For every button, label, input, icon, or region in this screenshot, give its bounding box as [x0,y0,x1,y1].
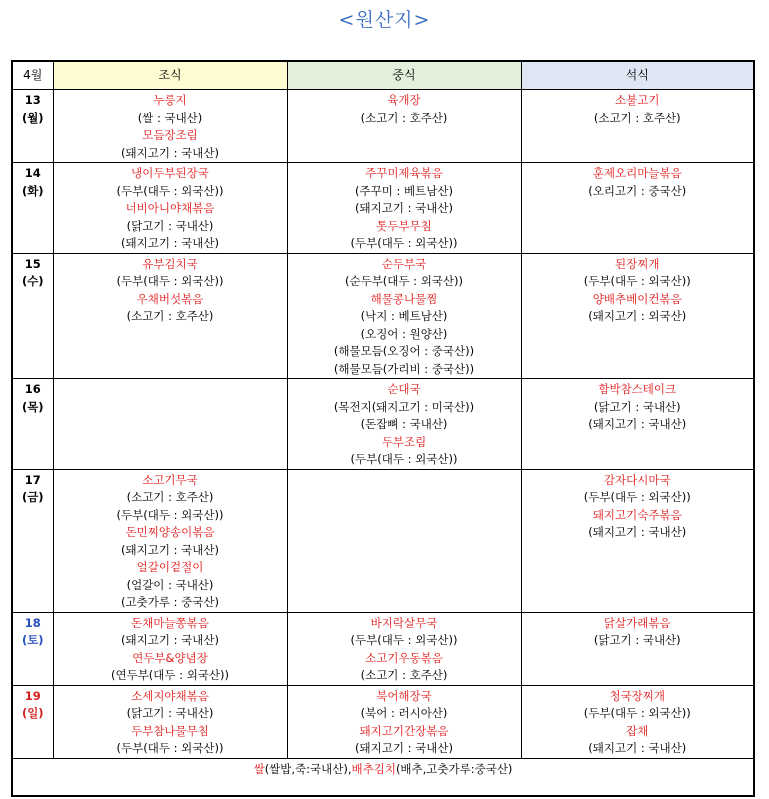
origin-info: (소고기 : 호주산) [360,110,448,125]
dinner-cell [521,685,754,758]
dish-name: 소고기무국 [142,472,198,487]
origin-info: (돼지고기 : 국내산) [121,236,219,250]
origin-info: (해물모듬(오징어 : 중국산)) [333,344,475,358]
day-date [12,469,53,612]
day-row [12,379,754,470]
day-of-week: (화) [21,183,44,198]
lunch-cell [287,379,521,470]
origin-info: (돼지고기 : 국내산) [121,542,219,557]
day-row [12,253,754,379]
origin-info: (두부(대두 : 외국산)) [583,706,691,720]
lunch-cell [287,469,521,612]
dinner-cell [521,469,754,612]
header-dinner: 석식 [521,61,754,90]
origin-info: (낙지 : 베트남산) [360,309,448,323]
day-of-week: (월) [21,110,44,125]
origin-info: (닭고기 : 국내산) [593,633,681,647]
origin-info: (고춧가루 : 중국산) [121,595,219,609]
dish-name: 돼지고기간장볶음 [359,723,449,738]
lunch-cell [287,612,521,685]
dish-name: 주꾸미제육볶음 [365,166,443,180]
dish-name: 닭살가래볶음 [603,615,671,630]
breakfast-cell [53,469,287,612]
day-of-week: (금) [21,490,44,504]
dish-name: 소세지야채볶음 [131,688,209,703]
dinner-cell [521,612,754,685]
origin-menu-table [11,60,755,797]
origin-info: (순두부(대두 : 외국산)) [344,274,463,288]
dish-name: 누룽지 [153,93,187,107]
dish-name: 돈민찌양송이볶음 [125,525,215,539]
dinner-cell [521,163,754,254]
dish-name: 양배추베이컨볶음 [592,291,682,306]
day-of-week: (일) [21,706,44,720]
lunch-cell [287,253,521,379]
day-number: 19 [24,688,41,703]
origin-info: (북어 : 러시아산) [360,706,448,720]
lunch-cell [287,90,521,163]
footer-rice-origin: (쌀밥,죽:국내산), [264,761,352,776]
dish-name: 북어해장국 [376,688,432,703]
breakfast-cell [53,379,287,470]
footer-kimchi: 배추김치 [351,761,396,776]
dish-name: 우채버섯볶음 [136,291,204,306]
day-row [12,90,754,163]
dish-name: 연두부&양념장 [132,650,208,665]
origin-info: (주꾸미 : 베트남산) [355,183,453,198]
breakfast-cell [53,612,287,685]
day-number: 13 [24,93,41,107]
day-date [12,612,53,685]
origin-info: (두부(대두 : 외국산)) [350,633,458,647]
dinner-cell [521,379,754,470]
origin-info: (돼지고기 : 국내산) [121,633,219,647]
origin-info: (오징어 : 원양산) [360,326,448,341]
day-date [12,685,53,758]
origin-info: (돼지고기 : 국내산) [121,145,219,160]
origin-info: (두부(대두 : 외국산)) [116,741,224,755]
footer-kimchi-origin: (배추,고춧가루:중국산) [395,761,513,776]
origin-info: (닭고기 : 국내산) [593,399,681,414]
dish-name: 돈채마늘쫑볶음 [131,615,209,630]
day-number: 17 [24,472,41,487]
dish-name: 톳두부무침 [376,218,432,233]
day-date [12,379,53,470]
dish-name: 함박참스테이크 [598,382,677,396]
day-date [12,253,53,379]
origin-info: (해물모듬(가리비 : 중국산)) [333,361,475,376]
day-of-week: (토) [21,633,44,647]
dish-name: 훈제오리마늘볶음 [592,166,682,180]
origin-info: (두부(대두 : 외국산)) [350,236,458,250]
day-row [12,163,754,254]
dish-name: 모듬장조림 [142,128,198,142]
origin-info: (두부(대두 : 외국산)) [116,507,224,522]
origin-info: (소고기 : 호주산) [593,110,681,125]
dish-name: 된장찌개 [615,256,660,271]
origin-info: (쌀 : 국내산) [137,110,203,125]
day-date [12,163,53,254]
dish-name: 바지락살무국 [370,615,438,630]
origin-info: (닭고기 : 국내산) [126,706,214,720]
origin-info: (돼지고기 : 국내산) [588,417,687,431]
footer-row [12,758,754,796]
origin-info: (두부(대두 : 외국산)) [350,452,458,466]
origin-info: (두부(대두 : 외국산)) [583,274,691,288]
origin-info: (연두부(대두 : 외국산)) [110,668,229,682]
day-of-week: (목) [21,399,44,414]
day-number: 14 [24,166,41,180]
dish-name: 육개장 [387,93,421,107]
dish-name: 냉이두부된장국 [131,166,209,180]
origin-info: (돼지고기 : 외국산) [588,309,687,323]
dish-name: 돼지고기숙주볶음 [592,507,682,522]
origin-info: (두부(대두 : 외국산)) [116,183,224,198]
footer-rice: 쌀 [253,761,265,776]
origin-info: (소고기 : 호주산) [126,309,214,323]
page-title: <원산지> [338,9,431,31]
dish-name: 너비아니야채볶음 [125,201,215,215]
origin-info: (오리고기 : 중국산) [588,183,687,198]
dish-name: 두부참나물무침 [131,723,209,738]
origin-info: (두부(대두 : 외국산)) [116,274,224,288]
breakfast-cell [53,685,287,758]
breakfast-cell [53,253,287,379]
day-row [12,685,754,758]
lunch-cell [287,163,521,254]
origin-info: (소고기 : 호주산) [360,668,448,682]
origin-info: (돈잡뼈 : 국내산) [360,417,448,431]
origin-info: (돼지고기 : 국내산) [588,741,687,755]
day-row [12,612,754,685]
day-row [12,469,754,612]
lunch-cell [287,685,521,758]
breakfast-cell [53,163,287,254]
origin-info: (소고기 : 호주산) [126,490,214,504]
origin-info: (얼갈이 : 국내산) [126,577,214,592]
dish-name: 두부조림 [381,434,427,449]
footer-note [12,758,754,796]
dish-name: 소불고기 [615,93,660,107]
header-row [12,61,754,90]
day-number: 18 [24,615,41,630]
dish-name: 순두부국 [381,256,427,271]
origin-info: (목전지(돼지고기 : 미국산)) [333,399,475,414]
dish-name: 해물콩나물찜 [370,291,438,306]
dish-name: 감자다시마국 [603,472,671,487]
origin-info: (돼지고기 : 국내산) [588,525,687,539]
breakfast-cell [53,90,287,163]
dish-name: 얼갈이겉절이 [136,560,204,574]
origin-info: (돼지고기 : 국내산) [355,201,453,215]
origin-info: (두부(대두 : 외국산)) [583,490,691,504]
dinner-cell [521,253,754,379]
day-number: 16 [24,382,41,396]
dish-name: 순대국 [387,382,421,396]
header-month: 4월 [12,61,53,90]
day-number: 15 [24,256,41,271]
dinner-cell [521,90,754,163]
dish-name: 잡채 [626,723,649,738]
dish-name: 소고기우동볶음 [365,650,443,665]
day-date [12,90,53,163]
dish-name: 청국장찌개 [609,688,666,703]
header-breakfast: 조식 [53,61,287,90]
header-lunch: 중식 [287,61,521,90]
day-of-week: (수) [21,274,44,288]
dish-name: 유부김치국 [142,256,198,271]
origin-info: (돼지고기 : 국내산) [355,741,453,755]
origin-info: (닭고기 : 국내산) [126,218,214,233]
